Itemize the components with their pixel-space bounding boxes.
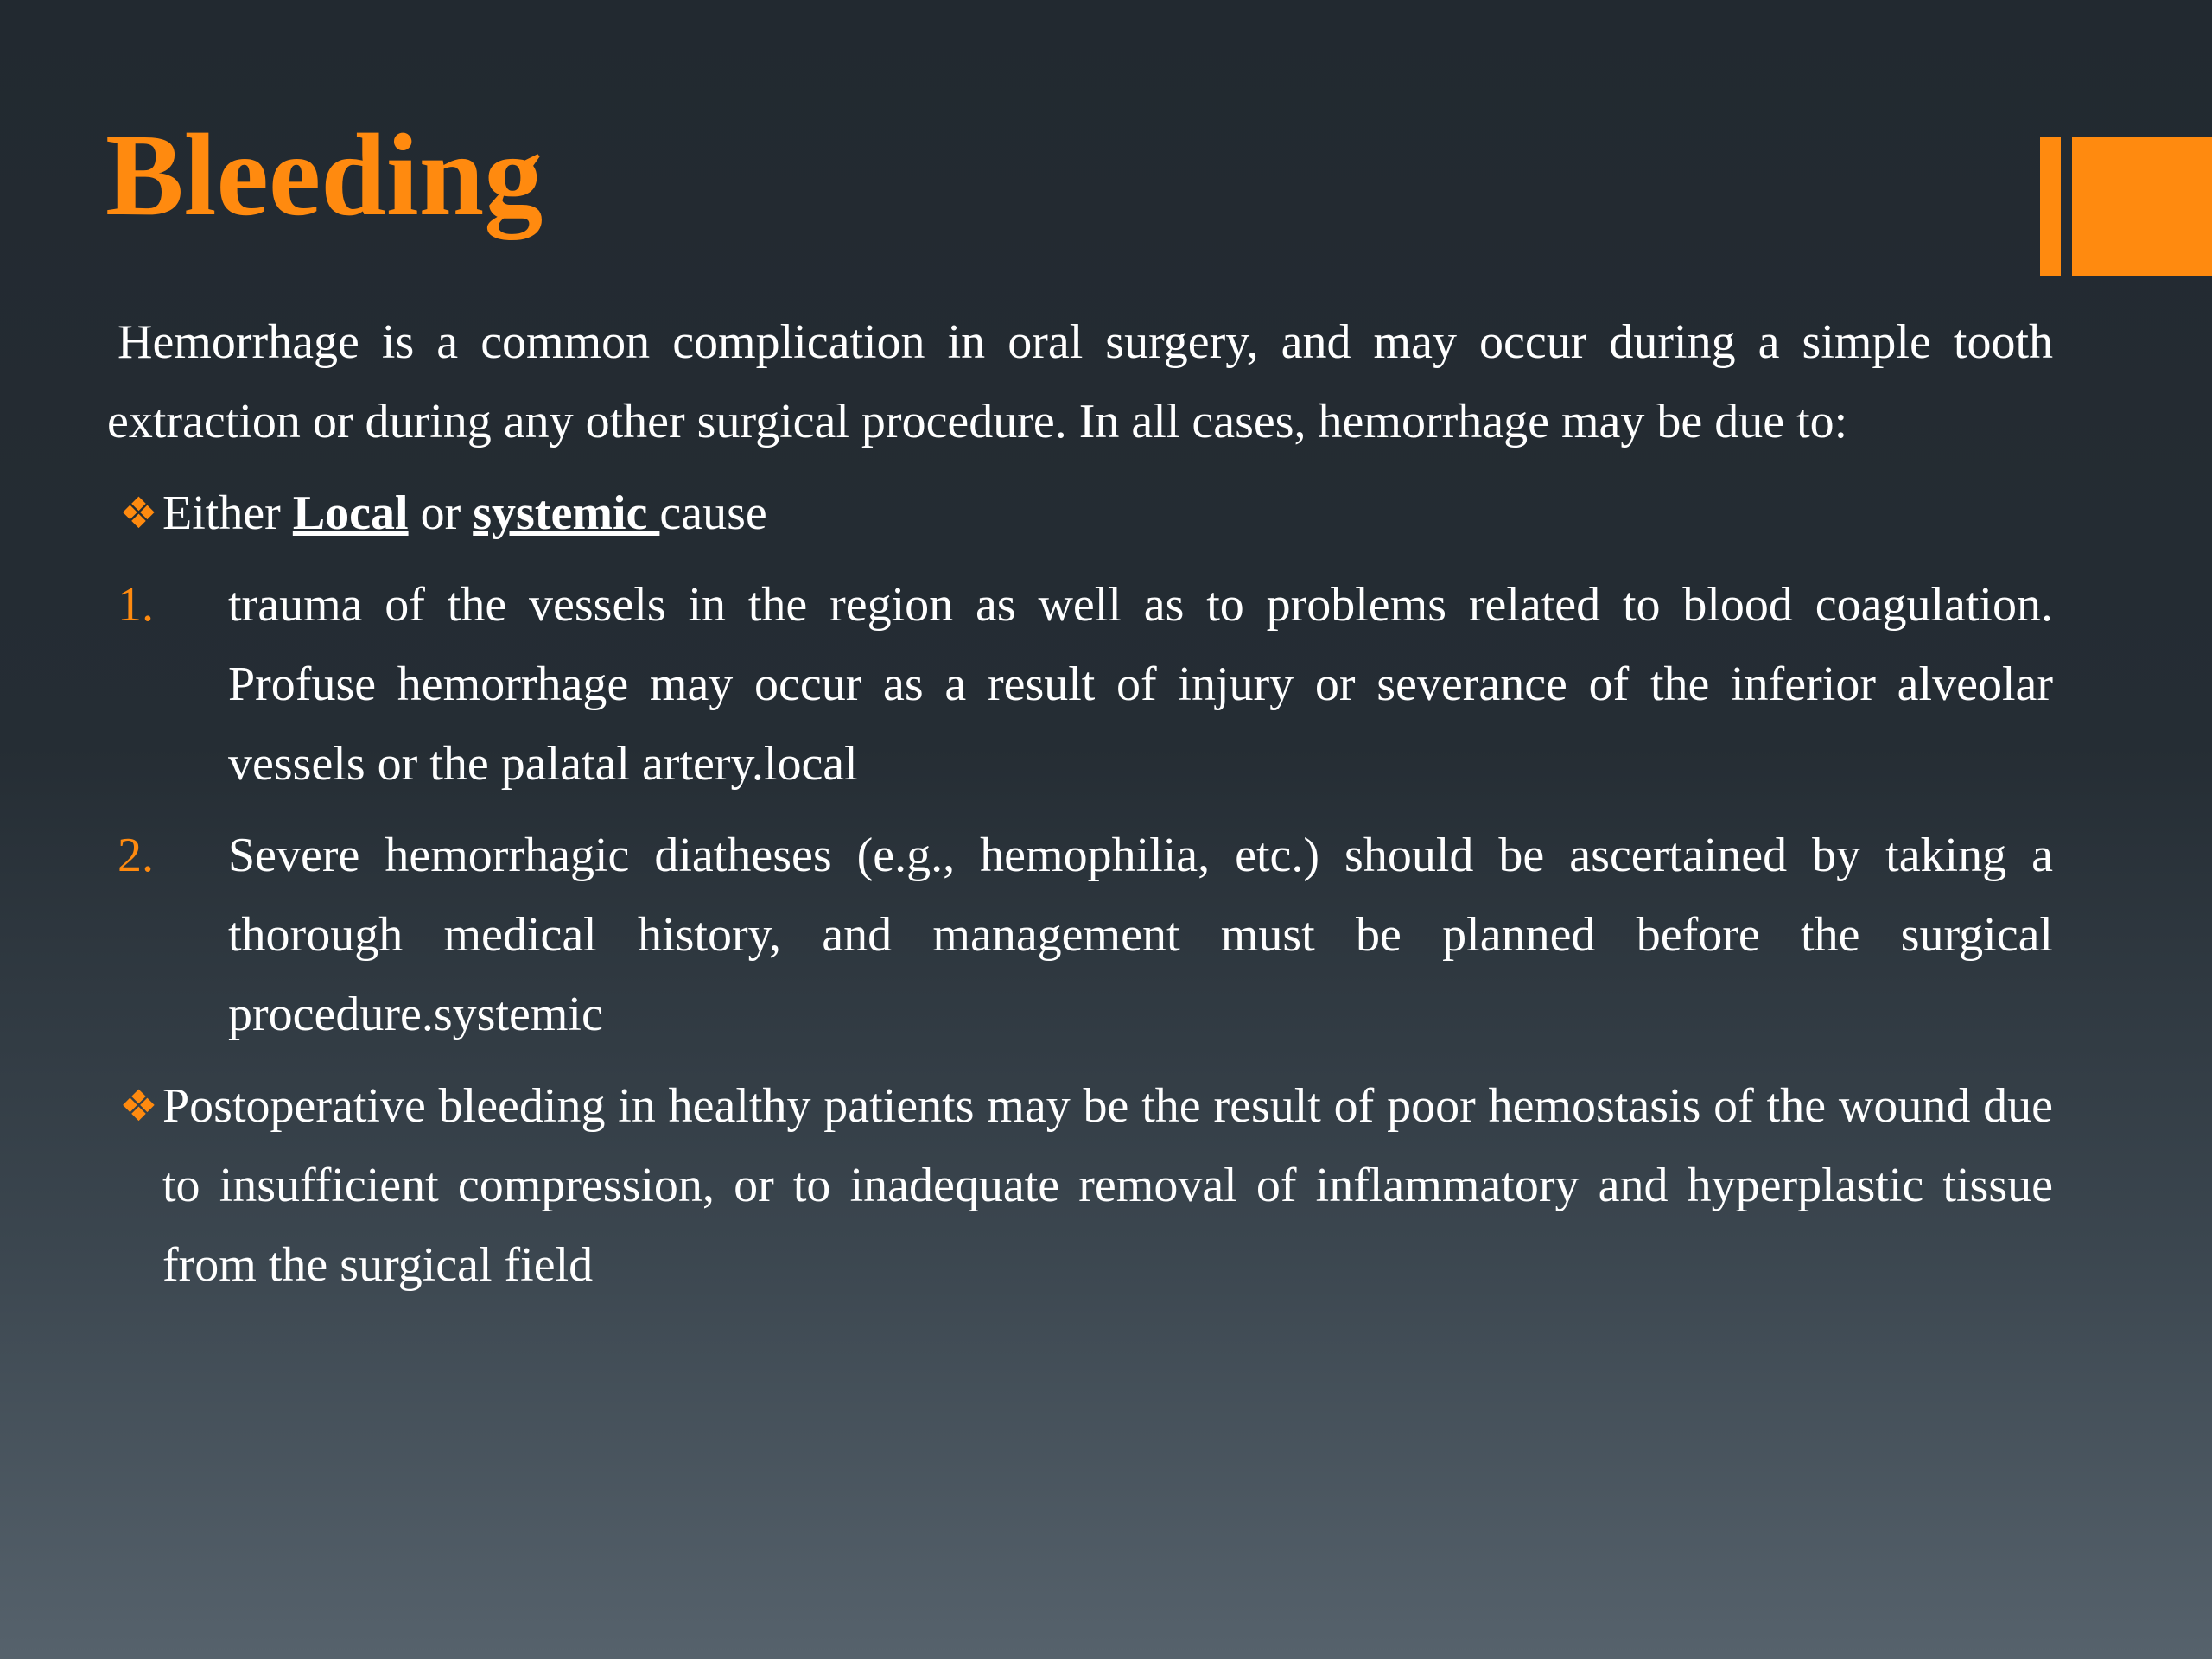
slide-title: Bleeding bbox=[105, 111, 543, 240]
bullet-middle: or bbox=[408, 486, 474, 540]
bullet-prefix: Either bbox=[162, 486, 293, 540]
item-text: trauma of the vessels in the region as well as to problems related to blood coagulation. Profuse hemorrhage may occur as a result of injury or severance of the inferior alveolar vessels or the palatal artery.local bbox=[228, 578, 2053, 791]
slide-body bbox=[107, 302, 2053, 1317]
bullet-postoperative bbox=[107, 1066, 2053, 1305]
bullet-text: Postoperative bleeding in healthy patients may be the result of poor hemostasis of the wound due to insufficient compression, or to inadequate removal of inflammatory and hyperplastic tissue from the surgical field bbox=[162, 1079, 2053, 1292]
numbered-item-1 bbox=[107, 565, 2053, 804]
accent-bar-block bbox=[2072, 137, 2212, 276]
diamond-cluster-bullet-icon: ❖ bbox=[119, 1081, 158, 1131]
item-number: 1. bbox=[118, 578, 154, 632]
numbered-item-2 bbox=[107, 816, 2053, 1054]
intro-paragraph: Hemorrhage is a common complication in oral surgery, and may occur during a simple tooth extraction or during any other surgical procedure. In all cases, hemorrhage may be due to: bbox=[107, 315, 2053, 448]
term-local: Local bbox=[292, 486, 409, 540]
item-text: Severe hemorrhagic diatheses (e.g., hemophilia, etc.) should be ascertained by taking a thorough medical history, and management must be planned before the surgical procedure.systemic bbox=[228, 829, 2053, 1041]
item-number: 2. bbox=[118, 829, 154, 882]
term-systemic: systemic bbox=[473, 486, 660, 540]
accent-bar-thin bbox=[2040, 137, 2061, 276]
bullet-suffix: cause bbox=[659, 486, 767, 540]
diamond-cluster-bullet-icon: ❖ bbox=[119, 488, 158, 538]
bullet-local-systemic bbox=[107, 474, 2053, 553]
